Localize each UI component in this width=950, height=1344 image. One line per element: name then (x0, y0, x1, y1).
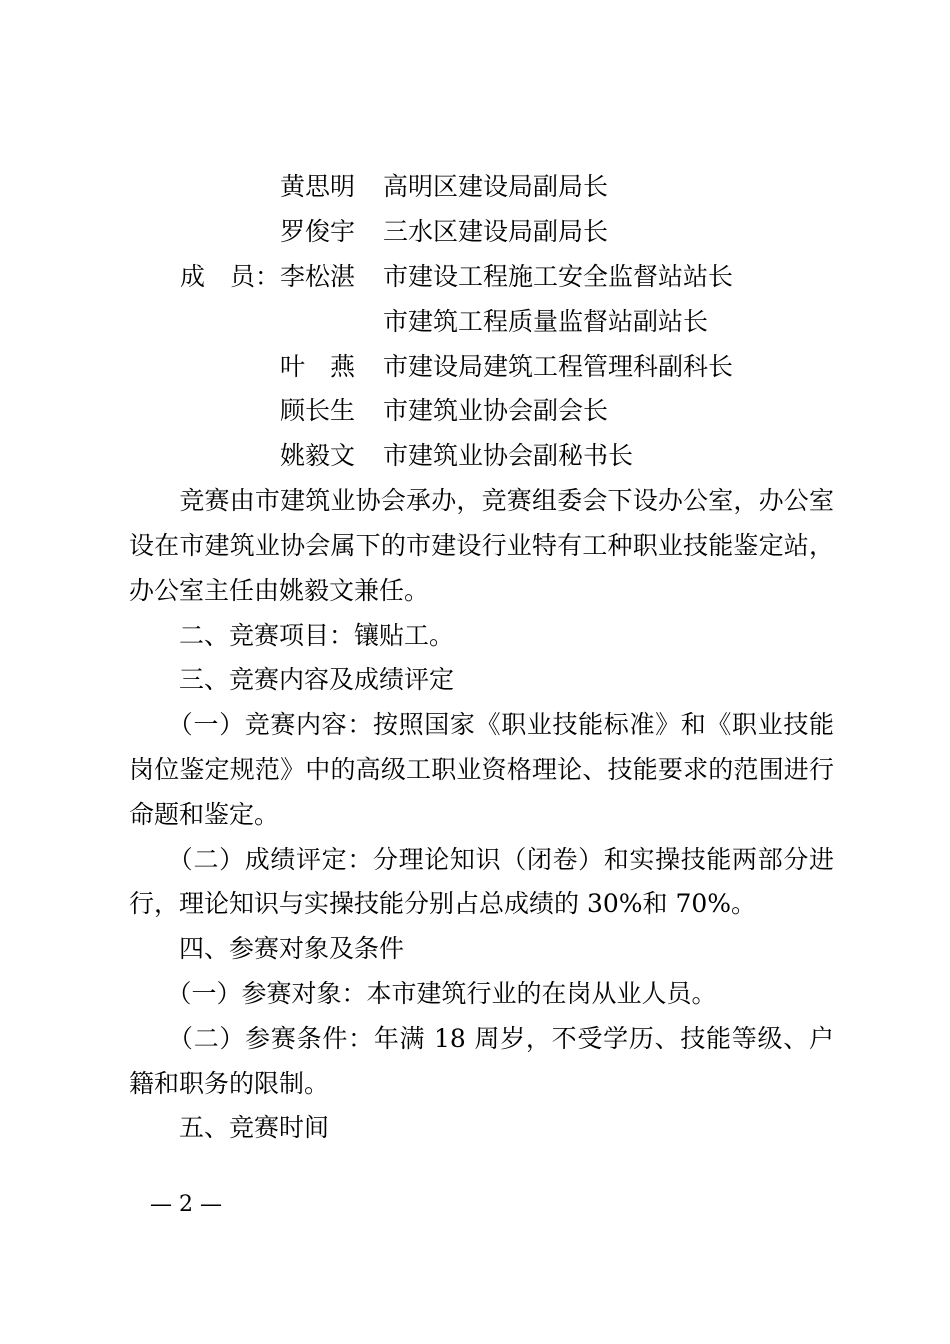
paragraph-line: 籍和职务的限制。 (129, 1069, 330, 1098)
paragraph-line: 岗位鉴定规范》中的高级工职业资格理论、技能要求的范围进行 (129, 755, 834, 784)
member-title: 市建设局建筑工程管理科副科长 (383, 352, 734, 381)
section-heading: 五、竞赛时间 (129, 1113, 330, 1142)
paragraph-line: 竞赛由市建筑业协会承办，竞赛组委会下设办公室，办公室 (129, 486, 834, 515)
member-name: 黄思明 (280, 172, 356, 201)
member-name: 顾长生 (280, 396, 356, 425)
paragraph-line: （二）成绩评定：分理论知识（闭卷）和实操技能两部分进 (129, 845, 834, 874)
paragraph-line: 设在市建筑业协会属下的市建设行业特有工种职业技能鉴定站， (129, 531, 834, 560)
section-heading: 四、参赛对象及条件 (129, 934, 405, 963)
member-name: 叶 燕 (280, 352, 356, 381)
member-name: 李松湛 (280, 262, 356, 291)
member-title: 市建设工程施工安全监督站站长 (383, 262, 734, 291)
member-title: 三水区建设局副局长 (383, 217, 609, 246)
member-name: 罗俊宇 (280, 217, 356, 246)
paragraph-line: （一）参赛对象：本市建筑行业的在岗从业人员。 (129, 979, 717, 1008)
section-heading: 三、竞赛内容及成绩评定 (129, 665, 455, 694)
paragraph-line: 办公室主任由姚毅文兼任。 (129, 576, 430, 605)
member-title: 高明区建设局副局长 (383, 172, 609, 201)
paragraph-line: （二）参赛条件：年满 18 周岁，不受学历、技能等级、户 (129, 1024, 834, 1053)
member-title: 市建筑业协会副会长 (383, 396, 609, 425)
member-title: 市建筑业协会副秘书长 (383, 441, 634, 470)
section-heading: 二、竞赛项目：镶贴工。 (129, 621, 455, 650)
paragraph-line: 命题和鉴定。 (129, 800, 280, 829)
member-title: 市建筑工程质量监督站副站长 (383, 307, 709, 336)
page-number: — 2 — (150, 1192, 222, 1217)
member-name: 姚毅文 (280, 441, 356, 470)
paragraph-line: （一）竞赛内容：按照国家《职业技能标准》和《职业技能 (129, 710, 834, 739)
paragraph-line: 行，理论知识与实操技能分别占总成绩的 30%和 70%。 (129, 889, 757, 918)
role-label: 成 员： (180, 262, 281, 291)
